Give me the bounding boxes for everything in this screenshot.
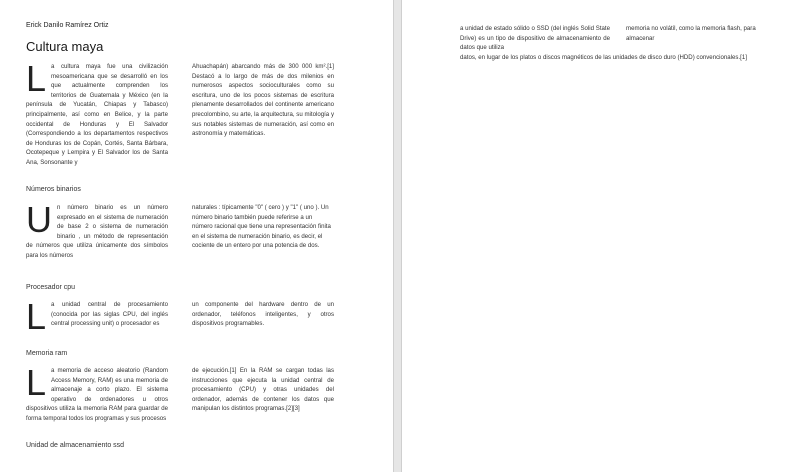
document-title: Cultura maya (26, 39, 104, 54)
paragraph-text: a unidad de estado sólido o SSD (del inglés Solid State Drive) es un tipo de dispositivo de almacenamiento de datos que utiliza (460, 25, 610, 52)
paragraph-text: a memoria de acceso aleatorio (Random Access Memory, RAM) es una memoria de almacenaje a corto plazo. El sistema operativo de ordenadores u otros dispositivos utiliza la memoria RAM para guardar de forma temporal todos los programas y sus procesos (26, 367, 168, 422)
section-binarios-col2 (192, 203, 334, 251)
section-heading-ssd: Unidad de almacenamiento ssd (26, 442, 125, 449)
section-maya-col2 (192, 62, 334, 139)
dropcap-letter: U (26, 199, 52, 240)
dropcap-letter: L (26, 362, 47, 403)
paragraph-text: de ejecución.[1] En la RAM se cargan todas las instrucciones que ejecuta la unidad central de procesamiento (CPU) y otras unidades del ordenador, además de contener los datos que manipulan los distintos programas.[2][3] (192, 367, 334, 413)
section-heading-memoria: Memoria ram (26, 350, 68, 357)
page-gap (393, 0, 402, 472)
ssd-col2 (626, 24, 768, 43)
section-procesador-col1 (26, 296, 168, 337)
paragraph-text: memoria no volátil, como la memoria flash, para almacenar (626, 25, 756, 42)
paragraph-text: Ahuachapán) abarcando más de 300 000 km².[1] Destacó a lo largo de más de dos milenios en numerosos aspectos socioculturales como su escritura, uno de los pocos sistemas de escritura plenamente desarrollados del continente americano precolombino, su arte, la arquitectura, su mitología y sus notables sistemas de numeración, así como en astronomía y matemáticas. (192, 63, 334, 138)
document-page-1 (0, 0, 393, 472)
paragraph-text: a cultura maya fue una civilización mesoamericana que se desarrolló en los que actualmente comprenden los territorios de Guatemala y México (en la península de Yucatán, Chiapas y Tabasco) principalmente, así como en Belice, y la parte occidental de Honduras y El Salvador (Correspondiendo a los departamentos respectivos de Honduras los de Copán, Cortés, Santa Bárbara, Ocotepeque y Lempira y El Salvador los de Santa Ana, Sonsonante y (26, 63, 168, 166)
section-maya-col1 (26, 58, 168, 168)
paragraph-text: a unidad central de procesamiento (conocida por las siglas CPU, del inglés central processing unit) o procesador es (51, 301, 168, 328)
section-memoria-col2 (192, 366, 334, 414)
section-memoria-col1 (26, 362, 168, 424)
author-name: Erick Danilo Ramírez Ortiz (26, 22, 109, 29)
document-page-2 (402, 0, 789, 472)
paragraph-text: un componente del hardware dentro de un ordenador, teléfonos inteligentes, y otros dispositivos programables. (192, 301, 334, 328)
paragraph-text: naturales : típicamente "0" ( cero ) y "1" ( uno ). Un número binario también puede referirse a un número racional que tiene una representación finita en el sistema de numeración binario, es decir, el cociente de un entero por una potencia de dos. (192, 204, 331, 250)
ssd-full-width-line (460, 53, 760, 63)
paragraph-text: datos, en lugar de los platos o discos magnéticos de las unidades de disco duro (HDD) convencionales.[1] (460, 54, 747, 61)
ssd-col1 (460, 24, 610, 53)
paragraph-text: n número binario es un número expresado en el sistema de numeración de base 2 o sistema de numeración binario , un método de representación de números que utiliza únicamente dos símbolos para los números (26, 204, 168, 259)
section-binarios-col1 (26, 199, 168, 261)
dropcap-letter: L (26, 296, 47, 337)
section-heading-binarios: Números binarios (26, 186, 81, 193)
section-procesador-col2 (192, 300, 334, 329)
dropcap-letter: L (26, 58, 47, 99)
section-heading-procesador: Procesador cpu (26, 284, 76, 291)
